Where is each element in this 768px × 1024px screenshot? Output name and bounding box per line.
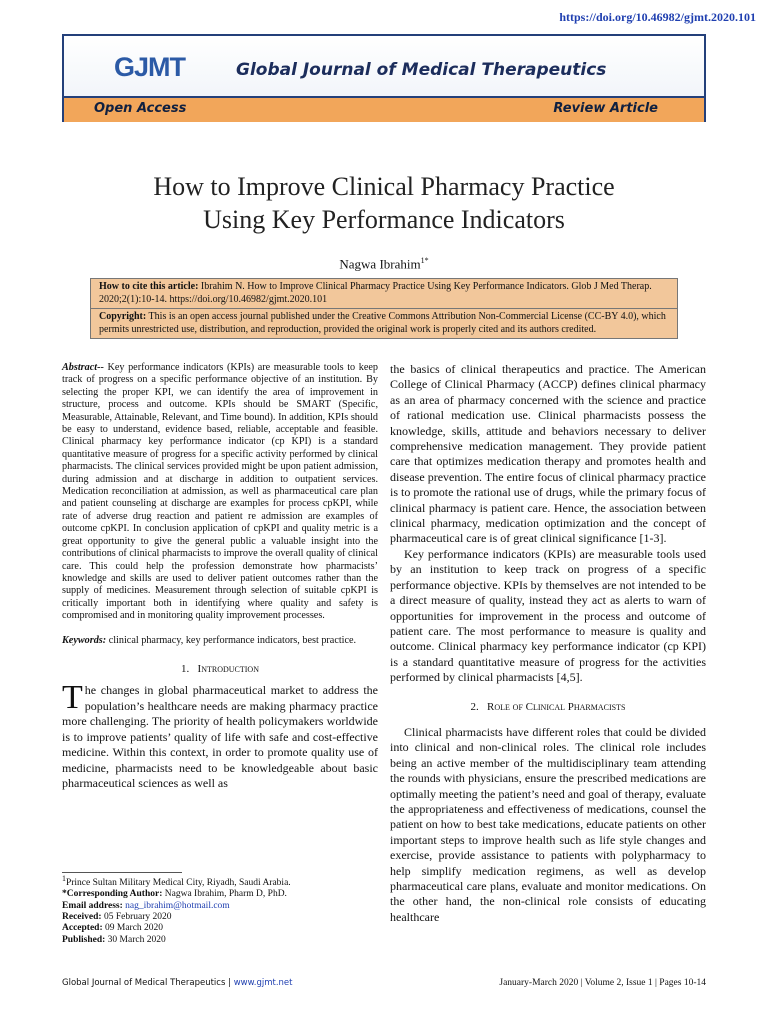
footer-separator: | — [225, 978, 234, 988]
banner-top — [64, 36, 704, 96]
author-line — [0, 256, 768, 272]
accepted-label: Accepted: — [62, 923, 103, 934]
footnotes — [62, 872, 378, 946]
section-1-title: Introduction — [197, 662, 259, 675]
right-paragraph-1: the basics of clinical therapeutics and practice. The American College of Clinical Pharmacy (ACCP) defines clinical pharmacy as an area of pharmacy concerned with the science and practice of rational medication use. Clinical pharmacists possess the knowledge, skills, attitude and behaviors necessary to deliver comprehensive medication management. They provide patient care that optimizes medication therapy and promotes health and disease prevention. The entire focus of clinical pharmacy practice is to promote the rational use of drugs, while the primary focus of clinical pharmacy is patient care. Hence, the association between clinical pharmacy, medication optimization and the concept of pharmaceutical care is of great clinical significance [1-3]. — [390, 362, 706, 546]
footer-issue-info: January-March 2020 | Volume 2, Issue 1 | Pages 10-14 — [499, 978, 706, 988]
copyright-text: This is an open access journal published under the Creative Commons Attribution Non-Commercial License (CC-BY 4.0), which permits unrestricted use, distribution, and reproduction, provided the original work is properly cited and its authors credited. — [99, 311, 666, 335]
section-1-number: 1. — [181, 662, 190, 675]
published-label: Published: — [62, 934, 106, 945]
right-paragraph-3: Clinical pharmacists have different roles that could be divided into clinical and non-clinical roles. The clinical role includes being an active member of the multidisciplinary team attending the rounds with physicians, ensure the prescribed medications are optimally meeting the patient’s need and goal of therapy, evaluate the appropriateness and effectiveness of medications, counsel the patient on how to best take medications, educate patients on other important steps to improve health such as life style changes and exercise, provide assistance to patients with polypharmacy to help simplify medication regimens, as well as develop pharmaceutical care plans, evaluate and monitor medications. On the other hand, the non-clinical role consists of educating healthcare — [390, 724, 706, 924]
copyright-label: Copyright: — [99, 311, 147, 322]
section-1-heading — [62, 663, 378, 675]
section-2-number: 2. — [470, 700, 479, 713]
cite-text: Ibrahim N. How to Improve Clinical Pharmacy Practice Using Key Performance Indicators. Glob J Med Therap. 2020;2(1):10-14. https://doi.org/10.46982/gjmt.2020.101 — [99, 281, 652, 305]
copyright-row — [91, 308, 677, 338]
received-line — [62, 912, 378, 923]
corr-label: *Corresponding Author: — [62, 889, 163, 900]
doi-link[interactable]: https://doi.org/10.46982/gjmt.2020.101 — [559, 10, 756, 24]
accepted-line — [62, 923, 378, 934]
footer-left — [62, 978, 293, 988]
affiliation — [62, 873, 378, 889]
received-date: 05 February 2020 — [101, 912, 172, 923]
intro-paragraph — [62, 679, 378, 792]
cite-label: How to cite this article: — [99, 281, 199, 292]
section-2-heading — [390, 700, 706, 715]
corr-text: Nagwa Ibrahim, Pharm D, PhD. — [162, 889, 287, 900]
keywords — [62, 635, 378, 647]
section-2-title: Role of Clinical Pharmacists — [487, 700, 626, 713]
drop-cap: T — [62, 679, 83, 717]
abstract-label: Abstract-- — [62, 362, 104, 373]
left-column — [62, 362, 378, 792]
abstract-paragraph — [62, 362, 378, 623]
accepted-date: 09 March 2020 — [102, 923, 164, 934]
right-column — [390, 362, 706, 925]
keywords-label: Keywords: — [62, 634, 107, 646]
affiliation-sup: 1 — [62, 874, 66, 883]
email-line — [62, 901, 378, 912]
affiliation-text: Prince Sultan Military Medical City, Riyadh, Saudi Arabia. — [65, 878, 291, 889]
citation-box — [90, 278, 678, 339]
article-title — [0, 170, 768, 236]
intro-text: he changes in global pharmaceutical market to address the population’s healthcare needs are making pharmacy practice more challenging. The priority of health policymakers worldwide is to improve patients’ quality of life with safe and cost-effective medicine. Within this context, in order to promote quality use of medicine, pharmacists need to be knowledgeable about basic pharmaceutical sciences as well as — [62, 683, 378, 791]
footer-url[interactable]: www.gjmt.net — [233, 978, 293, 988]
banner-bottom — [64, 96, 704, 122]
title-line-1: How to Improve Clinical Pharmacy Practice — [153, 172, 615, 201]
footer-journal: Global Journal of Medical Therapeutics — [62, 978, 226, 988]
keywords-text: clinical pharmacy, key performance indicators, best practice. — [106, 634, 357, 646]
email-link[interactable]: nag_ibrahim@hotmail.com — [122, 900, 230, 911]
citation-row — [91, 279, 677, 308]
journal-name: Global Journal of Medical Therapeutics — [236, 60, 607, 80]
abstract-text: Key performance indicators (KPIs) are measurable tools to keep track of progress on a specific performance objective of an institution. By selecting the proper KPI, we can identify the area of improvement in structure, process and outcome. KPIs should be SMART (Specific, Measurable, Attainable, Relevant, and Time bound). In addition, KPIs should be easy to understand, evidence based, reliable, acceptable and feasible. Clinical pharmacy key performance indicator (cp KPI) is a standard quantitative measure of progress for a specific activity performed by clinical pharmacists. The clinical services provided might be upon patient admission, during admission and at discharge in addition to outpatient services. Medication reconciliation at admission, as well as pharmaceutical care plan and patient counseling at discharge are examples for process cpKPI, while rate of adverse drug reaction and patient re admission are examples of outcome cpKPI. In conclusion application of cpKPI and quality metric is a great opportunity to give the general public a valuable insight into the contributions of clinical pharmacists to improve the overall quality of clinical care. This could help the profession demonstrate how pharmacists’ knowledge and skills are used to deliver patient outcomes rather than the supply of medicines. Measurement through selection of suitable cpKPI is critically important both in identifying where quality and safety is compromised and in monitoring quality improvement processes. — [62, 362, 378, 622]
journal-banner — [62, 34, 706, 122]
right-paragraph-2: Key performance indicators (KPIs) are measurable tools used by an institution to keep track on progress of a specific performance objective. KPIs by themselves are not intended to be a direct measure of quality, instead they act as alerts to warn of opportunities for improvement in the process and outcome of patient care. The most performance to measure is quality and outcome. Clinical pharmacy key performance indicator (cp KPI) is a standard quantitative measure of progress for the activities performed by clinical pharmacists [4,5]. — [390, 546, 706, 685]
email-label: Email address: — [62, 900, 123, 911]
journal-logo: GJMT — [114, 52, 186, 82]
abstract — [62, 362, 378, 647]
published-date: 30 March 2020 — [105, 934, 166, 945]
title-line-2: Using Key Performance Indicators — [203, 205, 565, 234]
article-type-label: Review Article — [553, 101, 658, 116]
corresponding-author — [62, 889, 378, 900]
received-label: Received: — [62, 912, 102, 923]
published-line — [62, 935, 378, 946]
open-access-label: Open Access — [94, 101, 187, 116]
author-superscript: 1* — [420, 256, 429, 265]
author-name: Nagwa Ibrahim — [339, 256, 421, 272]
